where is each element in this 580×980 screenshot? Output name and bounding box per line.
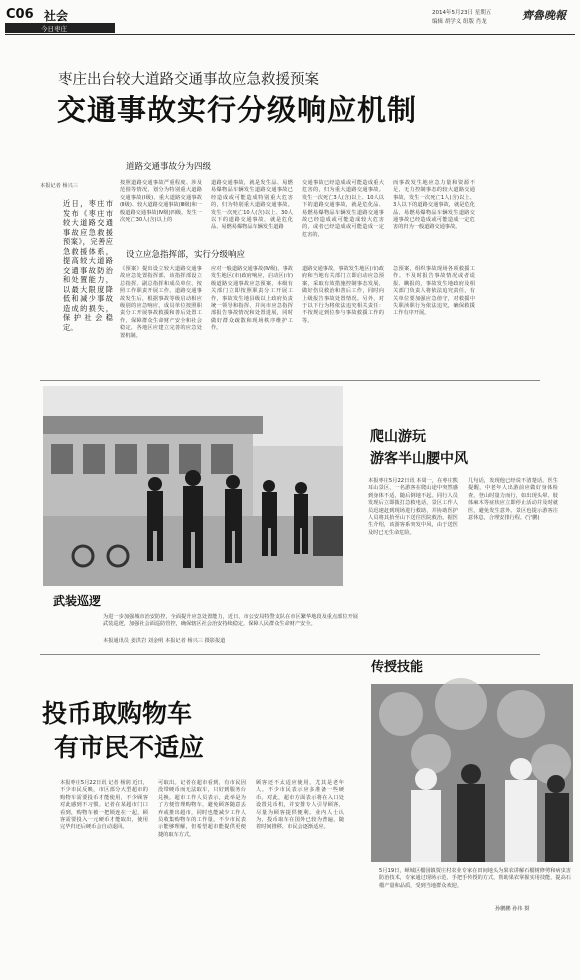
story-column: 几句话，发现他已经说不清楚话。医生提醒，中老年人出游前应做好身体检查，登山时量力而行，如出现头晕、肢体麻木等症状应立即停止活动并及时就医，避免发生意外。景区也提示游客注意休息，合理安排行程。(宁鹏) [468, 478, 558, 522]
photo-armed-patrol [43, 386, 343, 586]
date-line: 2014年5月23日 星期五 [432, 10, 492, 16]
story-shopping-cart [40, 690, 370, 950]
photo-caption-block [43, 590, 363, 648]
story-kicker: 枣庄出台较大道路交通事故应急救援预案 [58, 72, 319, 88]
editor-line: 编辑 胡学义 组版 肖龙 [432, 19, 487, 25]
story-headline: 交通事故实行分级响应机制 [57, 93, 418, 127]
story-headline-line2: 游客半山腰中风 [370, 451, 468, 467]
section-sub: 今日枣庄 [41, 25, 67, 33]
story-column: 急预案，组织事故现场各项救援工作。不及时报告事故情况或者谎报、瞒报的，事故发生地政府及相关部门负责人将依法追究责任，有关单位要加强应急值守，对救援中失职渎职行为依法追究，确保救援工作有序开展。 [393, 266, 475, 317]
story-column: 交通事故已经造成或可能造成重大危害的，归为重大道路交通事故。发生一次死亡3人(含)以上、10人以下的道路交通事故，就是危化品、易燃易爆物品车辆发生道路交通事故已经造成或可能造成较大危害的，或者已经造成或可能造成一定危害的， [302, 180, 384, 238]
section-name: 社会 [44, 9, 69, 23]
section-sub-bar [5, 23, 115, 33]
story-column: 可取出。记者在超市看到，有市民因没带硬币而无法取车，只好到服务台兑换。超市工作人员表示，此举是为了方便管理购物车，避免顾客随意丢弃或推出超市，同时也能减少工作人员收集购物车的工作量。不少市民表示能够理解，但希望超市能提供更便捷的取车方式。 [158, 780, 246, 838]
divider [40, 380, 540, 381]
story-climbing [360, 420, 560, 620]
story-byline: 本报记者 杨兴三 [40, 183, 78, 189]
section-code: C06 [6, 7, 34, 22]
story-column: 道路交通事故，就是发生品、易燃易爆物品车辆发生道路交通事故已经造成或可能造成特别重大危害的，归为特别重大道路交通事故。发生一次死亡10人(含)以上、30人以下的道路交通事故，就是危化品、易燃易爆物品车辆发生道路 [211, 180, 293, 231]
newspaper-logo: 齊魯晚報 [522, 9, 566, 22]
story-headline-line1: 爬山游玩 [370, 429, 426, 445]
story-column: 顾客还不太适应使用，尤其是老年人。不少市民表示应多准备一些硬币。对此，超市方面表示将在入口处设置兑币机，并安排专人引导顾客，尽量为顾客提供便利。业内人士认为，投币取车在国外已较为普遍，随着时间推移，市民会逐渐适应。 [256, 780, 344, 831]
patrol-illustration [43, 386, 343, 586]
story-skills [365, 654, 575, 954]
header-rule [5, 34, 575, 35]
caption-text: 为进一步加强城市治安防控，全面提升应急处置能力，近日，市公安局特警支队在市区繁华地段及重点部位开展武装巡逻，加强社会面巡防管控，确保辖区社会治安持续稳定，保障人民群众生命财产安全。 [103, 614, 358, 628]
story-column: 按照道路交通事故严重程度、涉及范围等情况，划分为特别重大道路交通事故(Ⅰ级)、重大道路交通事故(Ⅱ级)、较大道路交通事故(Ⅲ级)和一般道路交通事故(Ⅳ级)四级。发生一次死亡30人(含)以上的 [120, 180, 202, 224]
photo-caption: 5月19日，峄城区榴园镇贾庄村农业专家在田间地头为果农讲解石榴树修剪和病虫害防治技术，专家通过现场示范、手把手传授的方式，帮助果农掌握实用技能，提高石榴产量和品质，受到当地群众欢迎。 [379, 868, 571, 889]
story-column: 应对一般道路交通事故(Ⅳ级)，事故发生地区(市)政府响应，启动区(市)级道路交通事故应急预案，本级有关部门立即按照职责分工开展工作，事故发生地县级以上政府负责统一领导和指挥，并向市应急指挥部报告事故情况和处置进展，同时做好群众疏散和现场秩序维护工作。 [211, 266, 293, 332]
story-headline-line2: 有市民不适应 [54, 733, 205, 762]
subhead-grading: 道路交通事故分为四级 [126, 162, 212, 172]
story-column: 道路交通事故，事故发生地区(市)政府和当地有关部门立即启动应急预案，采取有效措施控制事态发展，做好伤员救治和善后工作，同时向上级报告事故处置情况。另外，对于以下行为将依法追究相关责任：不按规定到位参与事故救援工作的等。 [302, 266, 384, 324]
photo-farmers [371, 684, 573, 862]
story-column: 而事故发生地应急力量和资源不足，无力控制事态的较大道路交通事故，发生一次死亡1人(含)以上、3人以下的道路交通事故，就是危化品、易燃易爆物品车辆发生道路交通事故已经造成或可能造成一定危害的归为一般道路交通事故。 [393, 180, 475, 231]
photo-credit: 本报通讯员 姜洪岩 刘金明 本报记者 杨兴三 摄影报道 [103, 638, 226, 644]
story-headline-line1: 投币取购物车 [42, 699, 193, 728]
story-column: 本报枣庄5月22日讯 记者 杨润 近日，不少市民反映，市区部分大型超市的购物车需要投币才能使用，不少顾客对此感到不习惯。记者在某超市门口看到，购物车被一把锁连在一起，顾客需要投入一元硬币才能取出，使用完毕归还后硬币会自动退回。 [60, 780, 148, 831]
caption-title: 武装巡逻 [53, 594, 102, 608]
story-column: 《预案》提出设立较大道路交通事故应急处置指挥部，该指挥部设立总指挥、副总指挥和成员单位，按照工作职责开展工作。道路交通事故发生后，根据事故等级启动相应级别的应急响应，成员单位按照职责分工开展事故救援和善后处置工作，保障群众生命财产安全和社会稳定，各地区应建立完善的应急处置机制。 [120, 266, 202, 339]
story-lead: 近日，枣庄市发布《枣庄市较大道路交通事故应急救援预案》，完善应急救援体系，提高较大道路交通事故防治和处置能力，以最大限度降低和减少事故造成的损失，保护社会稳定。 [63, 199, 113, 332]
farmers-illustration [371, 684, 573, 862]
subhead-command: 设立应急指挥部，实行分级响应 [126, 250, 246, 260]
photo-credit: 孙鹏鹏 孙伟 摄 [495, 906, 530, 912]
story-headline: 传授技能 [371, 660, 424, 675]
story-traffic-accident [0, 60, 580, 380]
section-header [0, 0, 580, 36]
story-column: 本报枣庄5月22日讯 本周一，在枣庄熊耳山景区，一名游客在爬山途中突然感到身体不适，随后倒地不起。同行人员发现后立即拨打急救电话，景区工作人员迅速赶到现场进行救助，并协助医护人员将其抬至山下送往医院救治。据医生介绍，该游客系突发中风，由于送医及时已无生命危险。 [368, 478, 458, 536]
